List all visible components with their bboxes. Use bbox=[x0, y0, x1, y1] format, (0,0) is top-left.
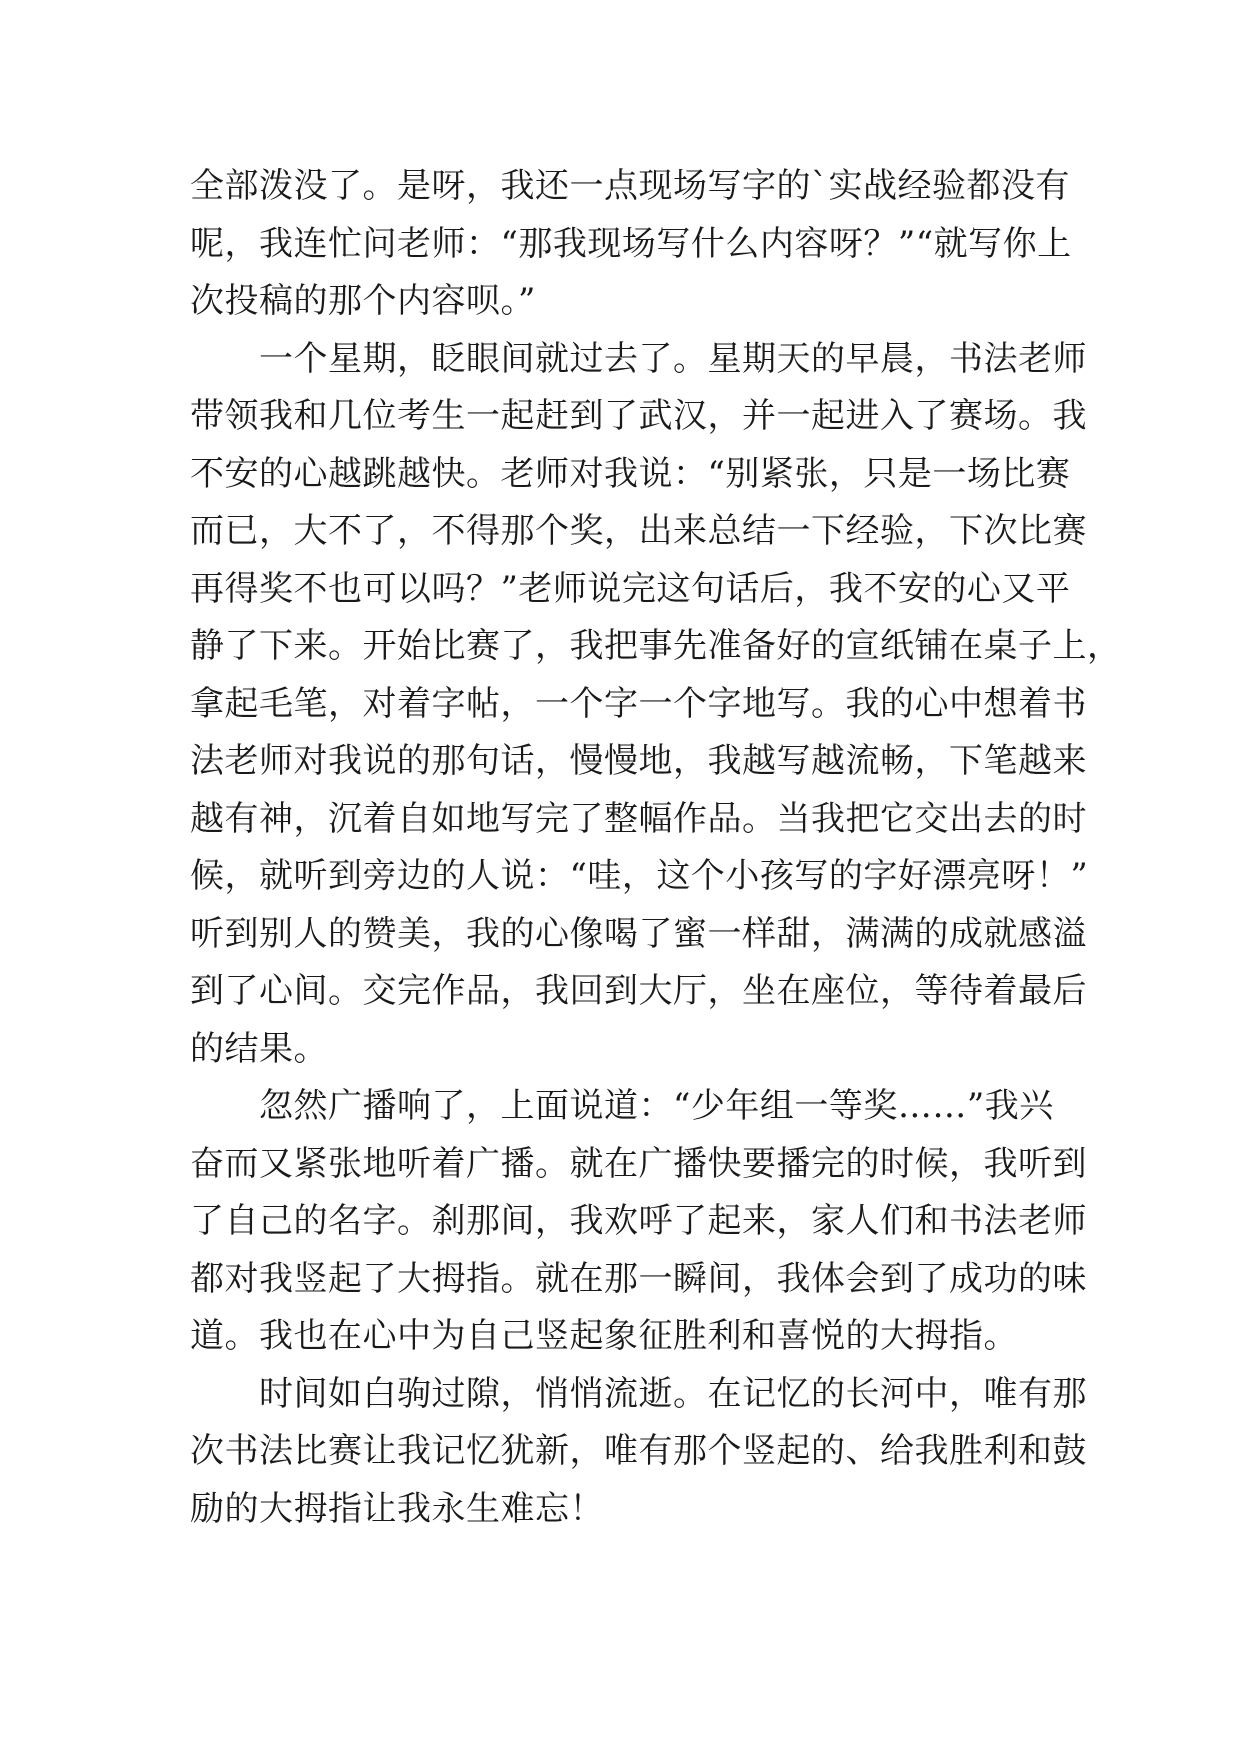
text-line: 的结果。 bbox=[190, 1028, 328, 1069]
text-line: 再得奖不也可以吗？”老师说完这句话后，我不安的心又平 bbox=[190, 568, 1071, 609]
text-line: 全部泼没了。是呀，我还一点现场写字的`实战经验都没有 bbox=[190, 166, 1070, 206]
text-line: 奋而又紧张地听着广播。就在广播快要播完的时候，我听到 bbox=[190, 1143, 1087, 1184]
text-line: 而已，大不了，不得那个奖，出来总结一下经验，下次比赛 bbox=[190, 511, 1087, 551]
text-line: 静了下来。开始比赛了，我把事先准备好的宣纸铺在桌子上， bbox=[190, 626, 1122, 666]
text-line: 到了心间。交完作品，我回到大厅，坐在座位，等待着最后 bbox=[190, 971, 1087, 1011]
text-line: 次投稿的那个内容呗。” bbox=[190, 281, 536, 321]
text-line: 了自己的名字。刹那间，我欢呼了起来，家人们和书法老师 bbox=[190, 1201, 1087, 1241]
text-line: 一个星期，眨眼间就过去了。星期天的早晨，书法老师 bbox=[190, 338, 1087, 379]
text-line: 时间如白驹过隙，悄悄流逝。在记忆的长河中，唯有那 bbox=[190, 1373, 1087, 1414]
essay-body bbox=[190, 158, 1122, 1538]
text-line: 忽然广播响了，上面说道：“少年组一等奖……”我兴 bbox=[190, 1086, 1054, 1126]
text-line: 道。我也在心中为自己竖起象征胜利和喜悦的大拇指。 bbox=[190, 1316, 1018, 1356]
text-line: 越有神，沉着自如地写完了整幅作品。当我把它交出去的时 bbox=[190, 798, 1087, 839]
text-line: 不安的心越跳越快。老师对我说：“别紧张，只是一场比赛 bbox=[190, 453, 1071, 494]
text-line: 都对我竖起了大拇指。就在那一瞬间，我体会到了成功的味 bbox=[190, 1258, 1087, 1299]
text-line: 候，就听到旁边的人说：“哇，这个小孩写的字好漂亮呀！” bbox=[190, 856, 1089, 896]
text-line: 呢，我连忙问老师：“那我现场写什么内容呀？”“就写你上 bbox=[190, 223, 1072, 264]
text-line: 听到别人的赞美，我的心像喝了蜜一样甜，满满的成就感溢 bbox=[190, 913, 1087, 954]
text-line: 拿起毛笔，对着字帖，一个字一个字地写。我的心中想着书 bbox=[190, 683, 1087, 724]
text-line: 带领我和几位考生一起赶到了武汉，并一起进入了赛场。我 bbox=[190, 396, 1087, 436]
text-line: 法老师对我说的那句话，慢慢地，我越写越流畅，下笔越来 bbox=[190, 741, 1087, 781]
text-line: 励的大拇指让我永生难忘！ bbox=[190, 1488, 604, 1529]
text-line: 次书法比赛让我记忆犹新，唯有那个竖起的、给我胜利和鼓 bbox=[190, 1431, 1087, 1471]
